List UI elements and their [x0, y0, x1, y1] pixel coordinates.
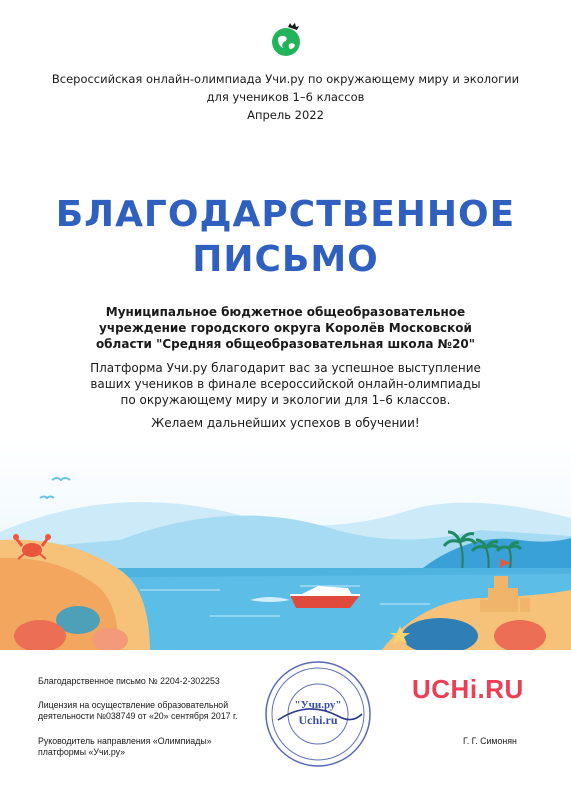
seal-text-sub: Uchi.ru: [298, 713, 338, 727]
message-line-2: ваших учеников в финале всероссийской онлайн-олимпиады: [90, 377, 481, 391]
header-event-name: Всероссийская онлайн-олимпиада Учи.ру по окружающему миру и экологии: [51, 72, 520, 86]
event-header: [0, 70, 571, 124]
position-line-2: платформы «Учи.ру»: [38, 747, 126, 757]
header-grades: для учеников 1–6 классов: [206, 90, 365, 104]
title-line-2: ПИСЬМО: [192, 239, 379, 280]
wish-text: Желаем дальнейших успехов в обучении!: [151, 416, 420, 430]
header-date: Апрель 2022: [247, 108, 324, 122]
seal-text-main: "Учи.ру": [294, 699, 342, 711]
globe-logo-icon: [268, 22, 304, 58]
org-line-2: учреждение городского округа Королёв Московской: [99, 321, 472, 335]
org-line-1: Муниципальное бюджетное общеобразовательное: [105, 305, 466, 319]
certificate-footer: [0, 650, 571, 800]
signatory-position: [38, 736, 258, 758]
title-line-1: БЛАГОДАРСТВЕННОЕ: [55, 194, 516, 235]
signatory-name: Г. Г. Симонян: [463, 736, 517, 746]
license-line-2: деятельности №038749 от «20» сентября 2017 г.: [38, 711, 238, 721]
message-line-1: Платформа Учи.ру благодарит вас за успешное выступление: [90, 361, 481, 375]
brand-logo: UCHi.RU: [412, 674, 524, 704]
license-line-1: Лицензия на осуществление образовательной: [38, 700, 229, 710]
position-line-1: Руководитель направления «Олимпиады»: [38, 736, 212, 746]
official-seal: [258, 658, 378, 770]
thanks-message: [70, 360, 501, 408]
document-title: [0, 192, 571, 282]
recipient-organization: [70, 304, 501, 352]
letter-number: Благодарственное письмо № 2204-2-302253: [38, 676, 220, 686]
beach-illustration: [0, 440, 571, 652]
org-line-3: области "Средняя общеобразовательная школа №20": [95, 337, 476, 351]
license-info: [38, 700, 258, 722]
message-line-3: по окружающему миру и экологии для 1–6 классов.: [120, 393, 451, 407]
